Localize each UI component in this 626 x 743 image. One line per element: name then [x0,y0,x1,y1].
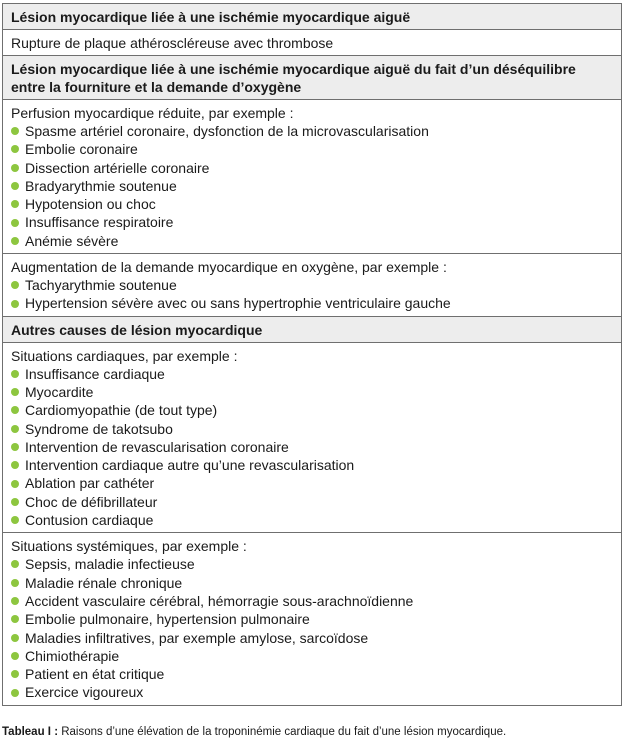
section-header: Lésion myocardique liée à une ischémie myocardique aiguë [3,4,621,30]
caption-label: Tableau I : [2,726,59,738]
list-item-text: Contusion cardiaque [25,512,154,529]
list-item [11,665,613,683]
list-item [11,683,613,701]
table-row [3,533,621,704]
bullet-dot-icon [11,670,19,678]
list-item [11,232,613,250]
list-item-text: Maladies infiltratives, par exemple amylose, sarcoïdose [25,629,369,646]
list-item-text: Hypertension sévère avec ou sans hypertrophie ventriculaire gauche [25,295,451,312]
list-item-text: Exercice vigoureux [25,684,144,701]
list-item-text: Spasme artériel coronaire, dysfonction de la microvascularisation [25,123,429,139]
list-item [11,159,613,177]
list-item-text: Myocardite [25,383,94,400]
bullet-dot-icon [11,443,19,451]
table-row [3,343,621,534]
list-item-text: Choc de défibrillateur [25,493,158,510]
list-item-text: Sepsis, maladie infectieuse [25,556,195,573]
bullet-dot-icon [11,200,19,208]
caption-text: Raisons d’une élévation de la troponinémie cardiaque du fait d’une lésion myocardique. [58,726,507,738]
table-caption [2,726,506,738]
bullet-dot-icon [11,406,19,414]
list-item [11,276,613,294]
list-item [11,438,613,456]
list-item-text: Embolie coronaire [25,141,138,158]
bullet-dot-icon [11,182,19,190]
section-header: Lésion myocardique liée à une ischémie myocardique aiguë du fait d’un déséquilibre entre la fourniture et la demande d’oxygène [3,56,621,100]
list-item [11,647,613,665]
bullet-dot-icon [11,219,19,227]
bullet-dot-icon [11,579,19,587]
group-title: Perfusion myocardique réduite, par exemple : [11,105,294,121]
bullet-dot-icon [11,480,19,488]
bullet-dot-icon [11,388,19,396]
list-item [11,383,613,401]
list-item-text: Cardiomyopathie (de tout type) [25,402,218,419]
list-item-text: Maladie rénale chronique [25,574,183,591]
bullet-dot-icon [11,498,19,506]
list-item [11,592,613,610]
bullet-dot-icon [11,425,19,433]
bullet-dot-icon [11,597,19,605]
bullet-dot-icon [11,127,19,135]
list-item-text: Syndrome de takotsubo [25,420,173,437]
section-header: Autres causes de lésion myocardique [3,317,621,343]
list-item-text: Chimiothérapie [25,647,120,664]
list-item [11,177,613,195]
list-item-text: Hypotension ou choc [25,196,156,213]
list-item [11,555,613,573]
list-item [11,195,613,213]
list-item [11,610,613,628]
group-title: Situations cardiaques, par exemple : [11,347,238,364]
bullet-dot-icon [11,164,19,172]
bullet-dot-icon [11,615,19,623]
bullet-dot-icon [11,145,19,153]
group-title: Situations systémiques, par exemple : [11,538,247,555]
list-item-text: Embolie pulmonaire, hypertension pulmonaire [25,611,310,628]
list-item-text: Patient en état critique [25,666,165,683]
list-item [11,474,613,492]
bullet-dot-icon [11,281,19,289]
list-item [11,420,613,438]
bullet-dot-icon [11,652,19,660]
list-item [11,574,613,592]
list-item-text: Dissection artérielle coronaire [25,159,210,176]
bullet-dot-icon [11,634,19,642]
list-item [11,365,613,383]
list-item-text: Anémie sévère [25,232,119,249]
bullet-dot-icon [11,237,19,245]
list-item-text: Accident vasculaire cérébral, hémorragie sous-arachnoïdienne [25,592,414,609]
list-item-text: Intervention de revascularisation coronaire [25,438,289,455]
bullet-dot-icon [11,300,19,308]
list-item-text: Tachyarythmie soutenue [25,277,177,294]
list-item [11,294,613,312]
table-row: Rupture de plaque athéroscléreuse avec thrombose [3,30,621,56]
list-item-text: Ablation par cathéter [25,475,155,492]
causes-table [2,3,622,706]
list-item-text: Insuffisance cardiaque [25,365,165,382]
list-item [11,213,613,231]
list-item [11,456,613,474]
list-item-text: Bradyarythmie soutenue [25,177,177,194]
bullet-dot-icon [11,516,19,524]
bullet-dot-icon [11,689,19,697]
bullet-dot-icon [11,370,19,378]
list-item [11,493,613,511]
list-item [11,629,613,647]
table-row [3,254,621,317]
list-item [11,511,613,529]
bullet-dot-icon [11,560,19,568]
table-row [3,100,621,254]
list-item-text: Intervention cardiaque autre qu’une revascularisation [25,457,355,474]
list-item [11,140,613,158]
bullet-dot-icon [11,461,19,469]
group-title: Augmentation de la demande myocardique en oxygène, par exemple : [11,259,447,276]
list-item [11,122,613,140]
list-item [11,401,613,419]
list-item-text: Insuffisance respiratoire [25,214,174,231]
